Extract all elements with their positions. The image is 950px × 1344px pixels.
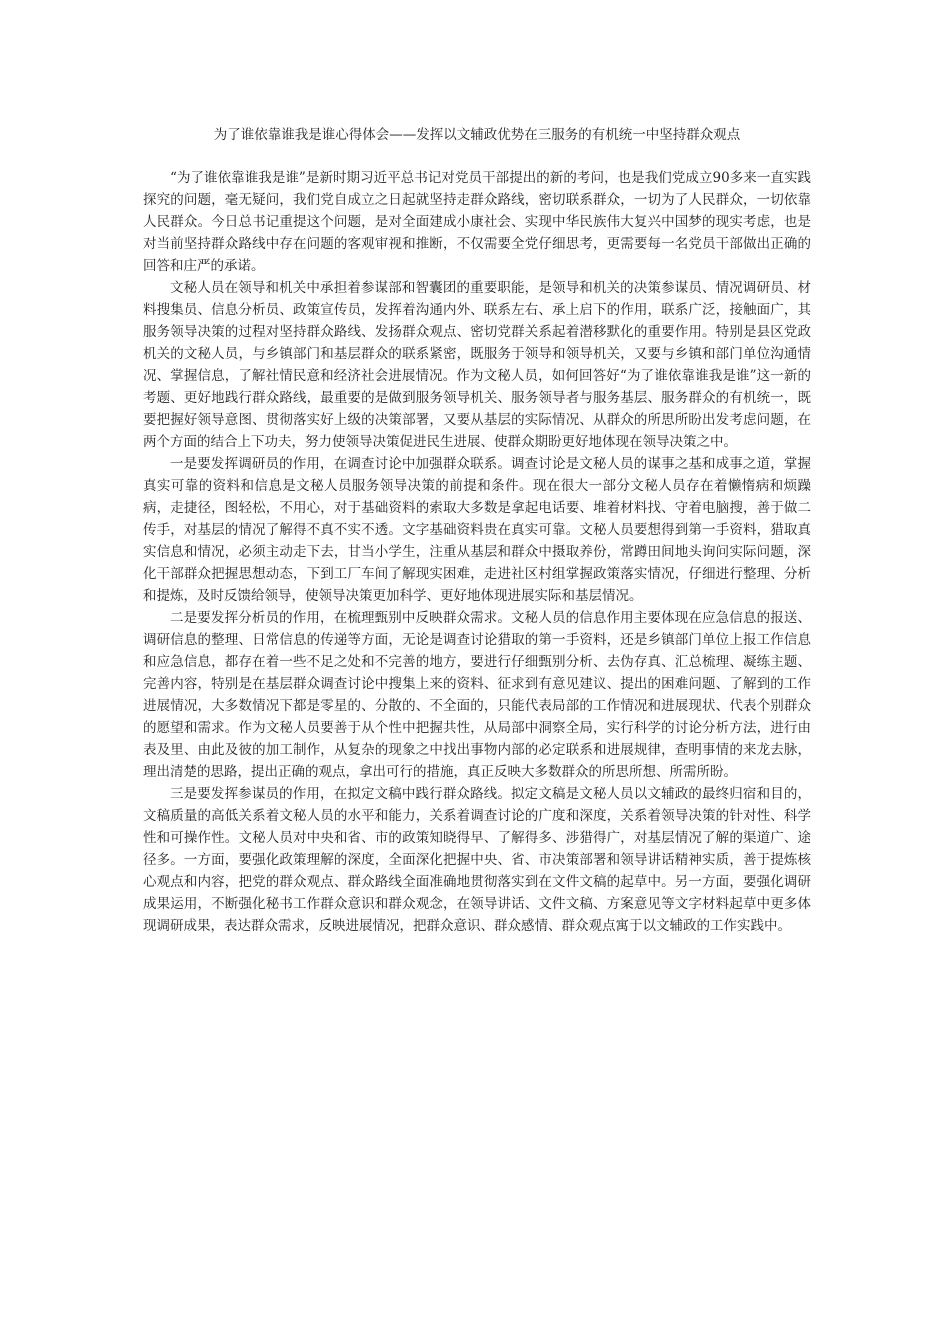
document-page [143, 124, 811, 937]
paragraph-point-three: 三是要发挥参谋员的作用，在拟定文稿中践行群众路线。拟定文稿是文秘人员以文辅政的最终归宿和目的，文稿质量的高低关系着文秘人员的水平和能力，关系着调查讨论的广度和深度，关系着领导决策的针对性、科学性和可操作性。文秘人员对中央和省、市的政策知晓得早、了解得多、涉猎得广，对基层情况了解的渠道广、途径多。一方面，要强化政策理解的深度，全面深化把握中央、省、市决策部署和领导讲话精神实质，善于提炼核心观点和内容，把党的群众观点、群众路线全面准确地贯彻落实到在文件文稿的起草中。另一方面，要强化调研成果运用，不断强化秘书工作群众意识和群众观念，在领导讲话、文件文稿、方案意见等文字材料起草中更多体现调研成果，表达群众需求，反映进展情况，把群众意识、群众感情、群众观点寓于以文辅政的工作实践中。 [143, 786, 811, 934]
paragraph-intro: “为了谁依靠谁我是谁”是新时期习近平总书记对党员干部提出的新的考问，也是我们党成立90多来一直实践探究的问题，毫无疑问，我们党自成立之日起就坚持走群众路线，密切联系群众，一切为了人民群众，一切依靠人民群众。今日总书记重提这个问题，是对全面建成小康社会、实现中华民族伟大复兴中国梦的现实考虑，也是对当前坚持群众路线中存在问题的客观审视和推断，不仅需要全党仔细思考，更需要每一名党员干部做出正确的回答和庄严的承诺。 [143, 170, 811, 274]
document-title: 为了谁依靠谁我是谁心得体会——发挥以文辅政优势在三服务的有机统一中坚持群众观点 [213, 127, 741, 143]
paragraph-point-two: 二是要发挥分析员的作用，在梳理甄别中反映群众需求。文秘人员的信息作用主要体现在应急信息的报送、调研信息的整理、日常信息的传递等方面，无论是调查讨论猎取的第一手资料，还是乡镇部门单位上报工作信息和应急信息，都存在着一些不足之处和不完善的地方，要进行仔细甄别分析、去伪存真、汇总梳理、凝练主题、完善内容，特别是在基层群众调查讨论中搜集上来的资料、征求到有意见建议、提出的困难问题、了解到的工作进展情况，大多数情况下都是零星的、分散的、不全面的，只能代表局部的工作情况和进展现状、代表个别群众的愿望和需求。作为文秘人员要善于从个性中把握共性，从局部中洞察全局，实行科学的讨论分析方法，进行由表及里、由此及彼的加工制作，从复杂的现象之中找出事物内部的必定联系和进展规律，查明事情的来龙去脉，理出清楚的思路，提出正确的观点，拿出可行的措施，真正反映大多数群众的所思所想、所需所盼。 [143, 610, 811, 780]
paragraph-point-one: 一是要发挥调研员的作用，在调查讨论中加强群众联系。调查讨论是文秘人员的谋事之基和成事之道，掌握真实可靠的资料和信息是文秘人员服务领导决策的前提和条件。现在很大一部分文秘人员存在着懒惰病和烦躁病，走捷径，图轻松，不用心，对于基础资料的索取大多数是拿起电话要、堆着材料找、守着电脑搜，善于做二传手，对基层的情况了解得不真不实不透。文字基础资料贵在真实可靠。文秘人员要想得到第一手资料，猎取真实信息和情况，必须主动走下去，甘当小学生，注重从基层和群众中摄取养份，常蹲田间地头询问实际问题，深化干部群众把握思想动态，下到工厂车间了解现实困难，走进社区村组掌握政策落实情况，仔细进行整理、分析和提炼，及时反馈给领导，使领导决策更加科学、更好地体现进展实际和基层情况。 [143, 456, 811, 604]
paragraph-role: 文秘人员在领导和机关中承担着参谋部和智囊团的重要职能，是领导和机关的决策参谋员、情况调研员、材料搜集员、信息分析员、政策宣传员，发挥着沟通内外、联系左右、承上启下的作用，联系广泛，接触面广，其服务领导决策的过程对坚持群众路线、发扬群众观点、密切党群关系起着潜移默化的重要作用。特别是县区党政机关的文秘人员，与乡镇部门和基层群众的联系紧密，既服务于领导和领导机关，又要与乡镇和部门单位沟通情况、掌握信息，了解社情民意和经济社会进展情况。作为文秘人员，如何回答好“为了谁依靠谁我是谁”这一新的考题、更好地践行群众路线，最重要的是做到服务领导机关、服务领导者与服务基层、服务群众的有机统一，既要把握好领导意图、贯彻落实好上级的决策部署，又要从基层的实际情况、从群众的所思所盼出发考虑问题，在两个方面的结合上下功夫，努力使领导决策促进民生进展、使群众期盼更好地体现在领导决策之中。 [143, 280, 811, 450]
document-body [143, 167, 811, 937]
